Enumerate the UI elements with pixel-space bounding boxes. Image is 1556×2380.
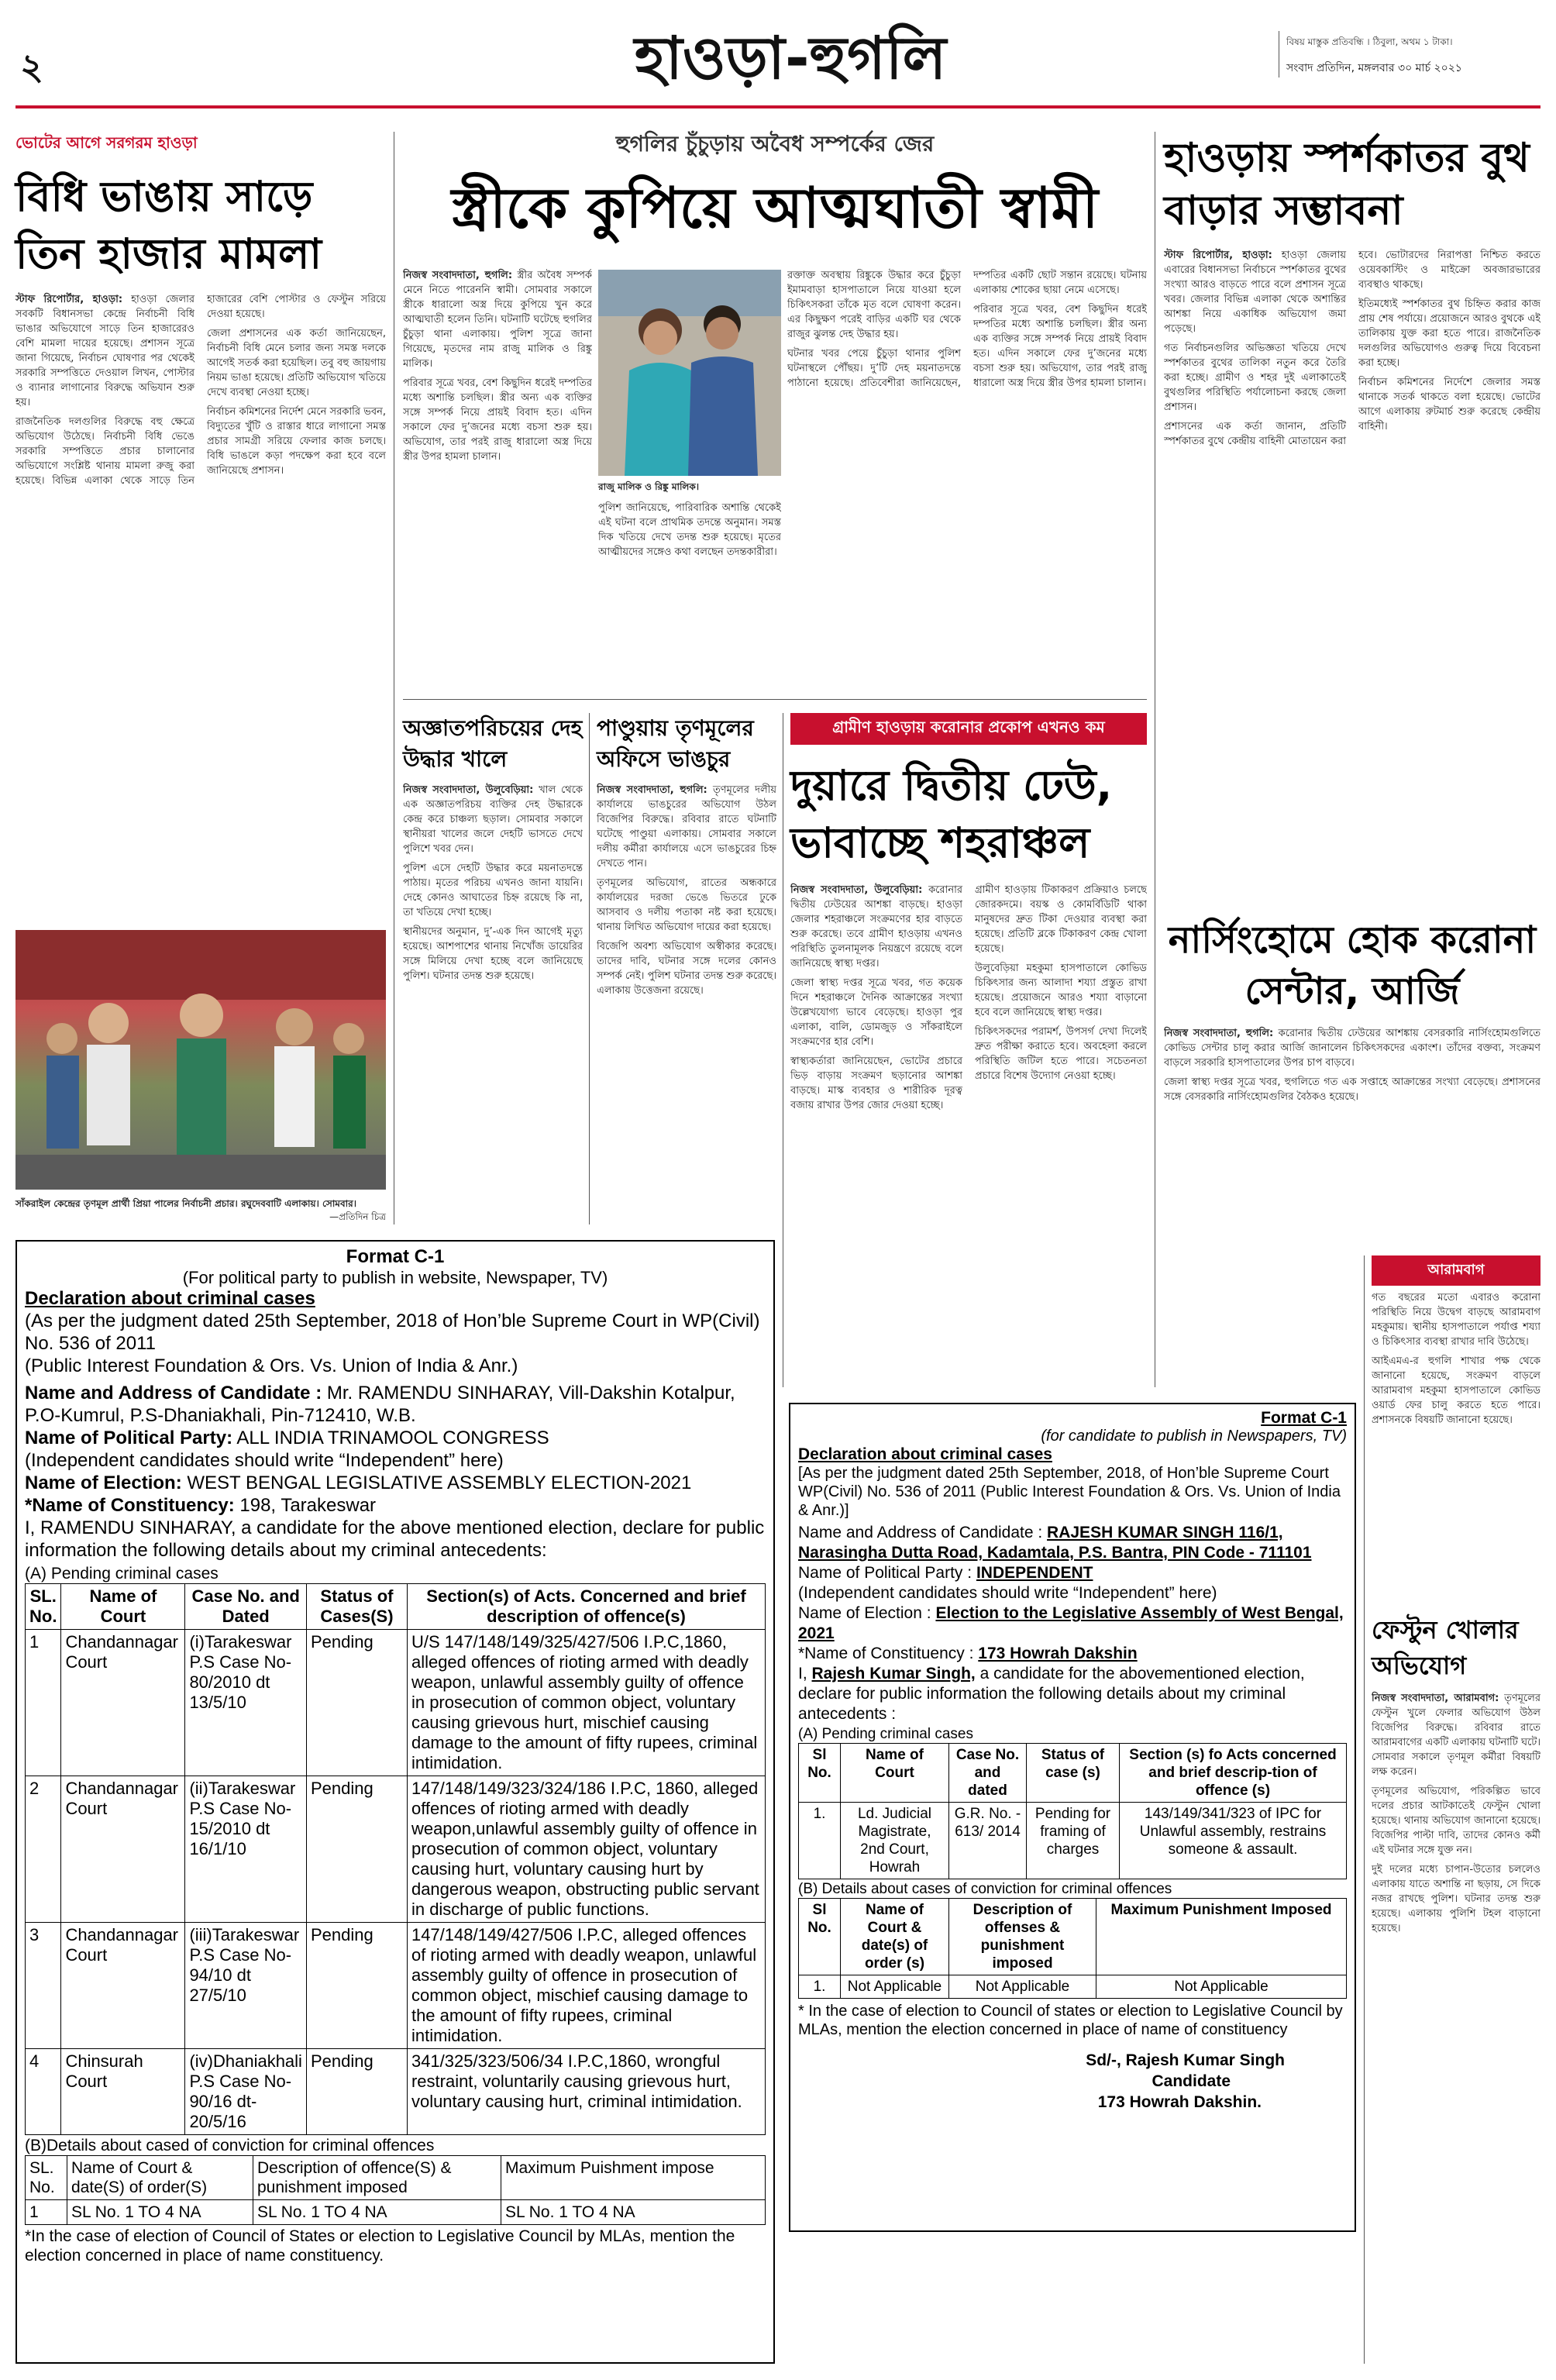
story-body bbox=[787, 268, 1147, 687]
table-cell: (i)Tarakeswar P.S Case No- 80/2010 dt 13/5/10 bbox=[185, 1630, 307, 1776]
table-header: Case No. and dated bbox=[949, 1744, 1027, 1803]
notice-title: Declaration about criminal cases bbox=[25, 1288, 315, 1309]
photo-credit: —প্রতিদিন চিত্র bbox=[329, 1211, 386, 1222]
story-kicker: গ্রামীণ হাওড়ায় করোনার প্রকোপ এখনও কম bbox=[790, 713, 1147, 745]
party-value: ALL INDIA TRINAMOOL CONGRESS bbox=[236, 1428, 549, 1448]
story-body bbox=[790, 883, 1147, 1348]
table-header: Description of offenses & punishment imposed bbox=[949, 1899, 1096, 1975]
story-nursing bbox=[1164, 914, 1541, 1263]
table-header: Maximum Punishment Imposed bbox=[1096, 1899, 1347, 1975]
pending-title: (A) Pending criminal cases bbox=[798, 1726, 973, 1742]
notice-judgment: (As per the judgment dated 25th September, 2018 of Hon’ble Supreme Court in WP(Civil) No. 536 of 2011 bbox=[25, 1311, 760, 1354]
story-body bbox=[403, 268, 592, 687]
story-paragraph: তৃণমূলের দলীয় কার্যালয়ে ভাঙচুরের অভিযোগ উঠল বিজেপির বিরুদ্ধে। রবিবার রাতে ঘটনাটি ঘটেছে পাণ্ডুয়া এলাকায়। সোমবার সকালে দলীয় কর্মীরা কার্যালয়ে এসে ভাঙচুরের চিহ্ন দেখতে পান। bbox=[597, 784, 776, 870]
table-cell: 1. bbox=[799, 1803, 841, 1879]
story-paragraph: পুলিশ জানিয়েছে, পারিবারিক অশান্তি থেকেই এই ঘটনা বলে প্রাথমিক তদন্তে অনুমান। সমস্ত দিক খতিয়ে দেখে তদন্ত শুরু হয়েছে। মৃতের আত্মীয়দের সঙ্গেও কথা বলছেন তদন্তকারীরা। bbox=[598, 502, 781, 558]
section-tag-arambagh: আরামবাগ bbox=[1372, 1255, 1541, 1286]
story-office bbox=[597, 713, 776, 1224]
story-headline: অজ্ঞাতপরিচয়ের দেহ উদ্ধার খালে bbox=[403, 715, 583, 772]
table-row bbox=[26, 1776, 766, 1923]
story-paragraph: খাল থেকে এক অজ্ঞাতপরিচয় ব্যক্তির দেহ উদ্ধারকে কেন্দ্র করে চাঞ্চল্য ছড়াল। সোমবার সকালে স্থানীয়রা খালের জলে দেহটি ভাসতে দেখে পুলিশে খবর দেন। bbox=[403, 784, 583, 855]
table-cell: SL No. 1 TO 4 NA bbox=[501, 2200, 766, 2225]
table-header: Sl No. bbox=[799, 1899, 841, 1975]
table-cell: U/S 147/148/149/325/427/506 I.P.C,1860, alleged offences of rioting armed with deadly weapon, unlawful assembly guilty of offence in prosecution of common object, voluntary causing grievous hurt, mischief causing damage to the amount of fifty rupees, criminal intimidation. bbox=[407, 1630, 765, 1776]
table-cell: 2 bbox=[26, 1776, 61, 1923]
table-header: SL. No. bbox=[26, 2156, 67, 2200]
table-row bbox=[26, 1630, 766, 1776]
pending-cases-table bbox=[25, 1583, 766, 2135]
story-paragraph: রাজনৈতিক দলগুলির বিরুদ্ধে বহু ক্ষেত্রে অভিযোগ উঠেছে। নির্বাচনী বিধি ভেঙে সরকারি সম্পত্তিতে প্রচার চালানোর অভিযোগে সংশ্লিষ্ট থানায় মামলা রুজু করা হয়েছে। বিভিন্ন এলাকা থেকে সাড়ে তিন হাজারের বেশি পোস্টার ও ফেস্টুন সরিয়ে দেওয়া হয়েছে। bbox=[15, 294, 386, 487]
table-cell: 147/148/149/323/324/186 I.P.C, 1860, alleged offences of rioting armed with deadly weapon,unlawful assembly guilty of offence in prosecution of common object, voluntary causing hurt, voluntary causing hurt by dangerous weapon, obstructing public servant in discharge of public functions. bbox=[407, 1776, 765, 1923]
table-header: SL. No. bbox=[26, 1584, 61, 1630]
table-cell: Pending bbox=[306, 1923, 407, 2049]
story-paragraph: চিকিৎসকদের পরামর্শ, উপসর্গ দেখা দিলেই দ্রুত পরীক্ষা করাতে হবে। অবহেলা করলে পরিস্থিতি জটিল হতে পারে। সচেতনতা প্রচারে বিশেষ উদ্যোগ নেওয়া হচ্ছে। bbox=[975, 1026, 1147, 1082]
story-byline: নিজস্ব সংবাদদাতা, হুগলি: bbox=[1164, 1028, 1274, 1039]
story-body bbox=[598, 501, 781, 687]
table-header: Status of case (s) bbox=[1027, 1744, 1120, 1803]
table-cell: Chandannagar Court bbox=[61, 1923, 185, 2049]
declaration-text: a candidate for the abovementioned election, declare for public information the following details about my criminal antecedents : bbox=[798, 1665, 1305, 1723]
table-cell: SL No. 1 TO 4 NA bbox=[253, 2200, 501, 2225]
photo-caption-text: সাঁকরাইল কেন্দ্রের তৃণমূল প্রার্থী প্রিয়া পালের নির্বাচনী প্রচার। রঘুদেববাটি এলাকায়। সোমবার। bbox=[15, 1198, 357, 1209]
story-kicker: ভোটের আগে সরগরম হাওড়া bbox=[15, 133, 198, 152]
story-paragraph: পুলিশ এসে দেহটি উদ্ধার করে ময়নাতদন্তে পাঠায়। মৃতের পরিচয় এখনও জানা যায়নি। দেহে কোনও আঘাতের চিহ্ন রয়েছে কি না, তা খতিয়ে দেখা হচ্ছে। bbox=[403, 863, 583, 918]
candidate-label: Name and Address of Candidate : bbox=[798, 1524, 1043, 1541]
table-cell: G.R. No. - 613/ 2014 bbox=[949, 1803, 1027, 1879]
table-cell: SL No. 1 TO 4 NA bbox=[67, 2200, 253, 2225]
story-paragraph: উলুবেড়িয়া মহকুমা হাসপাতালে কোভিড চিকিৎসার জন্য আলাদা শয্যা প্রস্তুত রাখা হয়েছে। প্রয়োজনে আরও শয্যা বাড়ানো হবে বলে জানিয়েছে স্বাস্থ্য দপ্তর। bbox=[975, 963, 1147, 1018]
story-paragraph: প্রশাসনের এক কর্তা জানান, প্রতিটি স্পর্শকাতর বুথে কেন্দ্রীয় বাহিনী মোতায়েন করা হবে। ভোটারদের নিরাপত্তা নিশ্চিত করতে ওয়েবকাস্টিং ও মাইক্রো অবজারভারের ব্যবস্থাও থাকছে। bbox=[1164, 250, 1541, 447]
story-headline: বিধি ভাঙায় সাড়ে তিন হাজার মামলা bbox=[15, 172, 322, 278]
election-label: Name of Election: bbox=[25, 1472, 182, 1493]
table-cell: (ii)Tarakeswar P.S Case No- 15/2010 dt 16/1/10 bbox=[185, 1776, 307, 1923]
election-value: WEST BENGAL LEGISLATIVE ASSEMBLY ELECTION-2021 bbox=[187, 1472, 692, 1493]
table-cell: Chandannagar Court bbox=[61, 1776, 185, 1923]
story-paragraph: নির্বাচন কমিশনের নির্দেশ মেনে সরকারি ভবন, বিদ্যুতের খুঁটি ও রাস্তার ধারে লাগানো সমস্ত প্রচার সামগ্রী সরিয়ে ফেলার কাজ চলছে। বিধি ভাঙলে কড়া পদক্ষেপ করা হবে বলে জানিয়েছে প্রশাসন। bbox=[207, 406, 386, 477]
story-body bbox=[403, 783, 583, 1217]
story-paragraph: গত বছরের মতো এবারও করোনা পরিস্থিতি নিয়ে উদ্বেগ বাড়ছে আরামবাগ মহকুমায়। স্থানীয় হাসপাতালে পর্যাপ্ত শয্যা ও চিকিৎসার ব্যবস্থা রাখার দাবি উঠেছে। bbox=[1372, 1292, 1541, 1348]
conviction-table bbox=[25, 2155, 766, 2225]
table-cell: 143/149/341/323 of IPC for Unlawful assembly, restrains someone & assault. bbox=[1120, 1803, 1347, 1879]
story-paragraph: আইএমএ-র হুগলি শাখার পক্ষ থেকে জানানো হয়েছে, সংক্রমণ বাড়লে আরামবাগ মহকুমা হাসপাতালে কোভিড ওয়ার্ড ফের চালু করতে হতে পারে। প্রশাসনকে বিষয়টি জানানো হয়েছে। bbox=[1372, 1355, 1541, 1426]
story-paragraph: নির্বাচন কমিশনের নির্দেশে জেলার সমস্ত থানাকে সতর্ক থাকতে বলা হয়েছে। ভোটের আগে এলাকায় রুটমার্চ শুরু করেছে কেন্দ্রীয় বাহিনী। bbox=[1358, 377, 1541, 432]
table-header: Name of Court & date(S) of order(S) bbox=[67, 2156, 253, 2200]
story-paragraph: করোনার দ্বিতীয় ঢেউয়ের আশঙ্কায় বেসরকারি নার্সিংহোমগুলিতে কোভিড সেন্টার চালু করার আর্জি জানালেন চিকিৎসকদের একাংশ। তাঁদের বক্তব্য, সংক্রমণ বাড়লে সরকারি হাসপাতালের উপর চাপ বাড়বে। bbox=[1164, 1028, 1541, 1069]
notice-title: Declaration about criminal cases bbox=[798, 1445, 1052, 1463]
pending-title: (A) Pending criminal cases bbox=[25, 1565, 219, 1583]
story-byline: স্টাফ রিপোর্টার, হাওড়া: bbox=[15, 294, 123, 305]
table-cell: 1 bbox=[26, 2200, 67, 2225]
independent-note: (Independent candidates should write “Independent” here) bbox=[798, 1584, 1217, 1602]
story-headline: স্ত্রীকে কুপিয়ে আত্মঘাতী স্বামী bbox=[451, 175, 1099, 241]
constituency-label: *Name of Constituency : bbox=[798, 1645, 974, 1662]
party-value: INDEPENDENT bbox=[976, 1564, 1093, 1582]
table-header: Status of Cases(S) bbox=[306, 1584, 407, 1630]
story-paragraph: স্বাস্থ্যকর্তারা জানিয়েছেন, ভোটের প্রচারে ভিড় বাড়ায় সংক্রমণ ছড়ানোর আশঙ্কা বাড়ছে। মাস্ক ব্যবহার ও শারীরিক দূরত্ব বজায় রাখার উপর জোর দেওয়া হচ্ছে। bbox=[790, 1056, 962, 1111]
table-header-row bbox=[799, 1744, 1347, 1803]
table-cell: 4 bbox=[26, 2049, 61, 2135]
party-label: Name of Political Party: bbox=[25, 1428, 233, 1448]
story-byline: নিজস্ব সংবাদদাতা, উলুবেড়িয়া: bbox=[790, 884, 923, 896]
story-body bbox=[15, 292, 386, 951]
independent-note: (Independent candidates should write “Independent” here) bbox=[25, 1450, 504, 1471]
table-cell: 1 bbox=[26, 1630, 61, 1776]
table-cell: 341/325/323/506/34 I.P.C,1860, wrongful restraint, voluntarily causing grievous hurt, voluntary causing hurt, criminal intimidation. bbox=[407, 2049, 765, 2135]
conviction-title: (B) Details about cases of conviction for criminal offences bbox=[798, 1881, 1172, 1897]
story-paragraph: ঘটনার খবর পেয়ে চুঁচুড়া থানার পুলিশ ঘটনাস্থলে পৌঁছয়। দু’টি দেহ ময়নাতদন্তে পাঠানো হয়েছে। প্রতিবেশীরা জানিয়েছেন, দম্পতির একটি ছোট সন্তান রয়েছে। ঘটনায় এলাকায় শোকের ছায়া নেমে এসেছে। bbox=[787, 270, 1147, 389]
page-number: ২ bbox=[20, 46, 43, 88]
notice-judgment: [As per the judgment dated 25th September, 2018, of Hon’ble Supreme Court WP(Civil) No. 536 of 2011 (Public Interest Foundation & Ors. Vs. Union of India & Anr.)] bbox=[798, 1465, 1341, 1519]
story-booths bbox=[1164, 132, 1541, 907]
story-kicker: হুগলির চুঁচুড়ায় অবৈধ সম্পর্কের জের bbox=[615, 131, 935, 157]
election-label: Name of Election : bbox=[798, 1604, 931, 1622]
constituency-value: 198, Tarakeswar bbox=[239, 1495, 377, 1516]
table-row bbox=[799, 1975, 1347, 1999]
section-title: হাওড়া-হুগলি bbox=[634, 23, 947, 92]
table-cell: Pending for framing of charges bbox=[1027, 1803, 1120, 1879]
conviction-table bbox=[798, 1898, 1347, 1999]
story-headline: ফেস্টুন খোলার অভিযোগ bbox=[1372, 1615, 1519, 1680]
table-cell: Pending bbox=[306, 1776, 407, 1923]
election-value: Election to the Legislative Assembly of West Bengal, 2021 bbox=[798, 1604, 1344, 1642]
story-body bbox=[597, 783, 776, 1217]
table-cell: 3 bbox=[26, 1923, 61, 2049]
notice-sub: (For political party to publish in website, Newspaper, TV) bbox=[182, 1268, 608, 1287]
story-paragraph: রক্তাক্ত অবস্থায় রিঙ্কুকে উদ্ধার করে চুঁচুড়া ইমামবাড়া হাসপাতালে নিয়ে যাওয়া হলে চিকিৎসকরা তাঁকে মৃত বলে ঘোষণা করেন। এর কিছুক্ষণ পরেই বাড়ির একটি ঘর থেকে রাজুর ঝুলন্ত দেহ উদ্ধার হয়। bbox=[787, 270, 961, 340]
story-covid bbox=[790, 713, 1147, 1395]
story-paragraph: জেলা স্বাস্থ্য দপ্তর সূত্রে খবর, গত কয়েক দিনে শহরাঞ্চলে দৈনিক আক্রান্তের সংখ্যা উল্লেখযোগ্য ভাবে বেড়েছে। হাওড়া পুর এলাকা, বালি, ডোমজুড় ও সাঁকরাইলে সংক্রমণের হার বেশি। bbox=[790, 977, 962, 1048]
table-cell: Not Applicable bbox=[949, 1975, 1096, 1999]
table-cell: Pending bbox=[306, 1630, 407, 1776]
photo-caption bbox=[15, 1197, 386, 1224]
notice-sub: (for candidate to publish in Newspapers, TV) bbox=[1041, 1428, 1347, 1445]
table-header: Section(s) of Acts. Concerned and brief description of offence(s) bbox=[407, 1584, 765, 1630]
table-cell: Not Applicable bbox=[1096, 1975, 1347, 1999]
campaign-photo bbox=[15, 930, 386, 1190]
story-paragraph: তৃণমূলের অভিযোগ, পরিকল্পিত ভাবে দলের প্রচার আটকাতেই ফেস্টুন খোলা হয়েছে। থানায় অভিযোগ জানানো হয়েছে। বিজেপির পাল্টা দাবি, তাদের কোনও কর্মী এই ঘটনার সঙ্গে যুক্ত নন। bbox=[1372, 1786, 1541, 1856]
table-header: Description of offence(S) & punishment imposed bbox=[253, 2156, 501, 2200]
story-paragraph: হাওড়া জেলায় এবারের বিধানসভা নির্বাচনে স্পর্শকাতর বুথের সংখ্যা আরও বাড়তে পারে বলে প্রশাসন সূত্রে খবর। জেলার বিভিন্ন এলাকা থেকে অশান্তির আশঙ্কা নিয়ে একাধিক অভিযোগ জমা পড়েছে। bbox=[1164, 250, 1346, 335]
story-headline: দুয়ারে দ্বিতীয় ঢেউ, ভাবাচ্ছে শহরাঞ্চল bbox=[790, 761, 1113, 867]
signature-constituency: 173 Howrah Dakshin. bbox=[1097, 2093, 1262, 2111]
table-cell: Not Applicable bbox=[841, 1975, 949, 1999]
table-cell: Chandannagar Court bbox=[61, 1630, 185, 1776]
couple-photo-caption: রাজু মালিক ও রিঙ্কু মালিক। bbox=[598, 481, 700, 492]
candidate-value: RAJESH KUMAR SINGH 116/1, Narasingha Dutta Road, Kadamtala, P.S. Bantra, PIN Code - 711101 bbox=[798, 1524, 1312, 1562]
story-body bbox=[1164, 1026, 1541, 1197]
story-byline: নিজস্ব সংবাদদাতা, আরামবাগ: bbox=[1372, 1693, 1499, 1704]
table-header-row bbox=[799, 1899, 1347, 1975]
table-header: Maximum Puishment impose bbox=[501, 2156, 766, 2200]
pending-cases-table bbox=[798, 1743, 1347, 1879]
story-paragraph: করোনার দ্বিতীয় ঢেউয়ের আশঙ্কা বাড়ছে। হাওড়া জেলার শহরাঞ্চলে সংক্রমণের হার বাড়তে শুরু করেছে। তবে গ্রামীণ হাওড়ায় এখনও পরিস্থিতি তুলনামূলক নিয়ন্ত্রণে রয়েছে বলে জানিয়েছে স্বাস্থ্য দপ্তর। bbox=[790, 884, 962, 970]
story-byline: স্টাফ রিপোর্টার, হাওড়া: bbox=[1164, 250, 1272, 261]
notice-ramendu bbox=[15, 1240, 775, 2364]
story-paragraph: বিজেপি অবশ্য অভিযোগ অস্বীকার করেছে। তাদের দাবি, ঘটনার সঙ্গে দলের কোনও সম্পর্ক নেই। পুলিশ ঘটনার তদন্ত শুরু করেছে। এলাকায় উত্তেজনা রয়েছে। bbox=[597, 941, 776, 997]
table-header-row bbox=[26, 1584, 766, 1630]
notice-pil: (Public Interest Foundation & Ors. Vs. Union of India & Anr.) bbox=[25, 1355, 518, 1376]
notice-footnote: * In the case of election to Council of states or election to Legislative Council by MLAs, mention the election concerned in place of name of constituency bbox=[798, 2003, 1343, 2038]
story-body bbox=[1372, 1691, 1541, 2358]
party-label: Name of Political Party : bbox=[798, 1564, 972, 1582]
notice-format: Format C-1 bbox=[1261, 1409, 1347, 1427]
table-header: Name of Court & date(s) of order (s) bbox=[841, 1899, 949, 1975]
signature-line: Sd/-, Rajesh Kumar Singh bbox=[1086, 2051, 1285, 2069]
story-paragraph: স্ত্রীর অবৈধ সম্পর্ক মেনে নিতে পারেননি স্বামী। সোমবার সকালে স্ত্রীকে ধারালো অস্ত্র দিয়ে কুপিয়ে খুন করে আত্মঘাতী হলেন তিনি। ঘটনাটি ঘটেছে হুগলির চুঁচুড়া থানা এলাকায়। পুলিশ সূত্রে জানা গিয়েছে, মৃতদের নাম রাজু মালিক ও রিঙ্কু মালিক। bbox=[403, 270, 592, 370]
notice-footnote: *In the case of election of Council of States or election to Legislative Council by MLAs, mention the election concerned in place of name constituency. bbox=[25, 2227, 735, 2265]
table-cell: Pending bbox=[306, 2049, 407, 2135]
masthead bbox=[0, 0, 1556, 108]
story-paragraph: তৃণমূলের ফেস্টুন খুলে ফেলার অভিযোগ উঠল বিজেপির বিরুদ্ধে। রবিবার রাতে আরামবাগের একটি এলাকায় ঘটনাটি ঘটে। সোমবার সকালে তৃণমূল কর্মীরা বিষয়টি লক্ষ করেন। bbox=[1372, 1693, 1541, 1778]
story-byline: নিজস্ব সংবাদদাতা, হুগলি: bbox=[597, 784, 707, 796]
table-header: Name of Court bbox=[61, 1584, 185, 1630]
conviction-title: (B)Details about cased of conviction for criminal offences bbox=[25, 2137, 435, 2154]
table-row bbox=[26, 1923, 766, 2049]
story-festoon bbox=[1372, 1612, 1541, 2364]
notice-format: Format C-1 bbox=[346, 1246, 445, 1267]
constituency-value: 173 Howrah Dakshin bbox=[978, 1645, 1138, 1662]
table-header: Name of Court bbox=[841, 1744, 949, 1803]
table-cell: (iv)Dhaniakhali P.S Case No- 90/16 dt-20/5/16 bbox=[185, 2049, 307, 2135]
table-row bbox=[26, 2200, 766, 2225]
story-body bbox=[1164, 248, 1541, 852]
candidate-label: Name and Address of Candidate : bbox=[25, 1383, 322, 1404]
story-paragraph: পরিবার সূত্রে খবর, বেশ কিছুদিন ধরেই দম্পতির মধ্যে অশান্তি চলছিল। স্ত্রীর অন্য এক ব্যক্তির সঙ্গে সম্পর্ক নিয়ে প্রায়ই বিবাদ হত। এদিন সকালে ফের দু’জনের মধ্যে বচসা শুরু হয়। অভিযোগ, তার পরই রাজু ধারালো অস্ত্র দিয়ে স্ত্রীর উপর হামলা চালান। bbox=[403, 377, 592, 463]
story-body-found bbox=[403, 713, 583, 1224]
story-paragraph: স্থানীয়দের অনুমান, দু’-এক দিন আগেই মৃত্যু হয়েছে। আশপাশের থানায় নিখোঁজ ডায়েরির সঙ্গে মিলিয়ে দেখা হচ্ছে বলে জানিয়েছে পুলিশ। ঘটনার তদন্ত শুরু হয়েছে। bbox=[403, 926, 583, 982]
story-headline: হাওড়ায় স্পর্শকাতর বুথ বাড়ার সম্ভাবনা bbox=[1164, 135, 1530, 234]
masthead-right-line1: বিষয় মাস্তুক প্রতিবন্ধি । ঠিবুলা, অথম ১ টাকা। bbox=[1286, 36, 1453, 47]
table-cell: 1. bbox=[799, 1975, 841, 1999]
masthead-date: সংবাদ প্রতিদিন, মঙ্গলবার ৩০ মার্চ ২০২১ bbox=[1286, 62, 1462, 74]
story-headline: নার্সিংহোমে হোক করোনা সেন্টার, আর্জি bbox=[1168, 918, 1537, 1013]
story-paragraph: গত নির্বাচনগুলির অভিজ্ঞতা খতিয়ে দেখে স্পর্শকাতর বুথের তালিকা নতুন করে তৈরি করা হচ্ছে। গ্রামীণ ও শহর দুই এলাকাতেই বুথগুলির পরিস্থিতি পর্যালোচনা করছে জেলা প্রশাসন। bbox=[1164, 343, 1346, 413]
candidate-value: Mr. RAMENDU SINHARAY, Vill-Dakshin Kotalpur, P.O-Kumrul, P.S-Dhaniakhali, Pin-712410, W.B. bbox=[25, 1383, 735, 1426]
story-headline: পাণ্ডুয়ায় তৃণমূলের অফিসে ভাঙচুর bbox=[597, 715, 754, 772]
signature-role: Candidate bbox=[1152, 2072, 1231, 2090]
story-byline: নিজস্ব সংবাদদাতা, হুগলি: bbox=[403, 270, 513, 281]
constituency-label: *Name of Constituency: bbox=[25, 1495, 235, 1516]
story-paragraph: দুই দলের মধ্যে চাপান-উতোর চললেও এলাকায় যাতে অশান্তি না ছড়ায়, সে দিকে নজর রাখছে পুলিশ। ঘটনার তদন্ত শুরু হয়েছে। এলাকায় পুলিশি টহল বাড়ানো হয়েছে। bbox=[1372, 1864, 1541, 1934]
table-header-row bbox=[26, 2156, 766, 2200]
table-header: Section (s) fo Acts concerned and brief descrip-tion of offence (s) bbox=[1120, 1744, 1347, 1803]
table-cell: (iii)Tarakeswar P.S Case No- 94/10 dt 27/5/10 bbox=[185, 1923, 307, 2049]
table-row bbox=[26, 2049, 766, 2135]
story-paragraph: হাওড়া জেলার সবকটি বিধানসভা কেন্দ্রে নির্বাচনী বিধি ভাঙার অভিযোগে সাড়ে তিন হাজারেরও বেশি মামলা দায়ের হয়েছে। প্রশাসন সূত্রে জানা গিয়েছে, নির্বাচন ঘোষণার পর থেকেই সরকারি সম্পত্তিতে দেওয়াল লিখন, পোস্টার ও ব্যানার লাগানোর বিরুদ্ধে অভিযান শুরু হয়। bbox=[15, 294, 194, 408]
story-body bbox=[1372, 1290, 1541, 1600]
table-cell: Chinsurah Court bbox=[61, 2049, 185, 2135]
notice-rajesh: Format C-1 (for candidate to publish in Newspapers, TV) Declaration about criminal cases [As per the judgment dated 25th September, 2018, of Hon’ble Supreme Court WP(Civil) No. 536 of 2011 (Public Interest Foundation & Ors. Vs. Union of India & Anr.)] Name and Address of Candidate : RAJESH KUMAR SINGH 116/1, Narasingha Dutta Road, Kadamtala, P.S. Bantra, PIN Code - 711101 Name of Political Party : INDEPENDENT (Independent candidates should write “Independent” here) Name of Election : Election to the Legislative Assembly of West Bengal, 2021 *Name of Constituency : 173 Howrah Dakshin I, Rajesh Kumar Singh, a candidate for the abovementioned election, declare for public information the following details about my criminal antecedents : (A) Pending criminal cases Sl No. Name of Court Case No. and dated Status of case (s) Section (s) fo Acts concerned and brief descrip-tion of offence (s) 1. Ld. Judicial Magistrate, 2nd Court, Howrah G.R. No. - 613/ 2014 Pending for framing of charges 143/149/341/323 of IPC for Unlawful assembly, restrains someone & assault. (B) Details about cases of conviction for criminal offences Sl No. Name of Court & date(s) of order (s) Description of offenses & punishment imposed Maximum Punishment Imposed 1. Not Applicable Not Applicable Not Applicable * In the case of election to Council of states or election to Legislative Council by MLAs, mention the election concerned in place of name of constituency Sd/-, Rajesh Kumar Singh Candidate 173 Howrah Dakshin. bbox=[789, 1403, 1356, 2232]
story-paragraph: জেলা স্বাস্থ্য দপ্তর সূত্রে খবর, হুগলিতে গত এক সপ্তাহে আক্রান্তের সংখ্যা বেড়েছে। প্রশাসনের সঙ্গে বেসরকারি নার্সিংহোমগুলির বৈঠকও হয়েছে। bbox=[1164, 1076, 1541, 1103]
story-byline: নিজস্ব সংবাদদাতা, উলুবেড়িয়া: bbox=[403, 784, 534, 796]
table-header: Sl No. bbox=[799, 1744, 841, 1803]
story-paragraph: পরিবার সূত্রে খবর, বেশ কিছুদিন ধরেই দম্পতির মধ্যে অশান্তি চলছিল। স্ত্রীর অন্য এক ব্যক্তির সঙ্গে সম্পর্ক নিয়ে প্রায়ই বিবাদ হত। এদিন সকালে ফের দু’জনের মধ্যে বচসা শুরু হয়। অভিযোগ, তার পরই রাজু ধারালো অস্ত্র দিয়ে স্ত্রীর উপর হামলা চালান। bbox=[973, 304, 1147, 389]
story-paragraph: জেলা প্রশাসনের এক কর্তা জানিয়েছেন, নির্বাচনী বিধি মেনে চলার জন্য সমস্ত দলকে আগেই সতর্ক করা হয়েছিল। তবু বহু জায়গায় নিয়ম ভাঙা হয়েছে। প্রতিটি অভিযোগ খতিয়ে দেখে ব্যবস্থা নেওয়া হচ্ছে। bbox=[207, 328, 386, 398]
declaration-text: I, RAMENDU SINHARAY, a candidate for the above mentioned election, declare for public information the following details about my criminal antecedents: bbox=[25, 1517, 765, 1561]
table-row bbox=[799, 1803, 1347, 1879]
table-header: Case No. and Dated bbox=[185, 1584, 307, 1630]
table-cell: 147/148/149/427/506 I.P.C, alleged offences of rioting armed with deadly weapon, unlawful assembly guilty of offence in prosecution of common object, mischief causing damage to the amount of fifty rupees, criminal intimidation. bbox=[407, 1923, 765, 2049]
couple-photo bbox=[598, 270, 781, 476]
story-paragraph: গ্রামীণ হাওড়ায় টিকাকরণ প্রক্রিয়াও চলছে জোরকদমে। বয়স্ক ও কোমর্বিডিটি থাকা মানুষদের দ্রুত টিকা দেওয়ার ব্যবস্থা করা হয়েছে। প্রতিটি ব্লকে টিকাকরণ কেন্দ্র খোলা হয়েছে। bbox=[975, 884, 1147, 955]
story-paragraph: তৃণমূলের অভিযোগ, রাতের অন্ধকারে কার্যালয়ের দরজা ভেঙে ভিতরে ঢুকে আসবাব ও দলীয় পতাকা নষ্ট করা হয়েছে। থানায় লিখিত অভিযোগ দায়ের করা হয়েছে। bbox=[597, 877, 776, 933]
declaration-name: Rajesh Kumar Singh, bbox=[811, 1665, 976, 1683]
table-cell: Ld. Judicial Magistrate, 2nd Court, Howrah bbox=[841, 1803, 949, 1879]
story-paragraph: ইতিমধ্যেই স্পর্শকাতর বুথ চিহ্নিত করার কাজ প্রায় শেষ পর্যায়ে। প্রয়োজনে আরও বুথকে এই তালিকায় যুক্ত করা হতে পারে। রাজনৈতিক দলগুলির অভিযোগও গুরুত্ব দিয়ে বিবেচনা করা হচ্ছে। bbox=[1358, 298, 1541, 369]
